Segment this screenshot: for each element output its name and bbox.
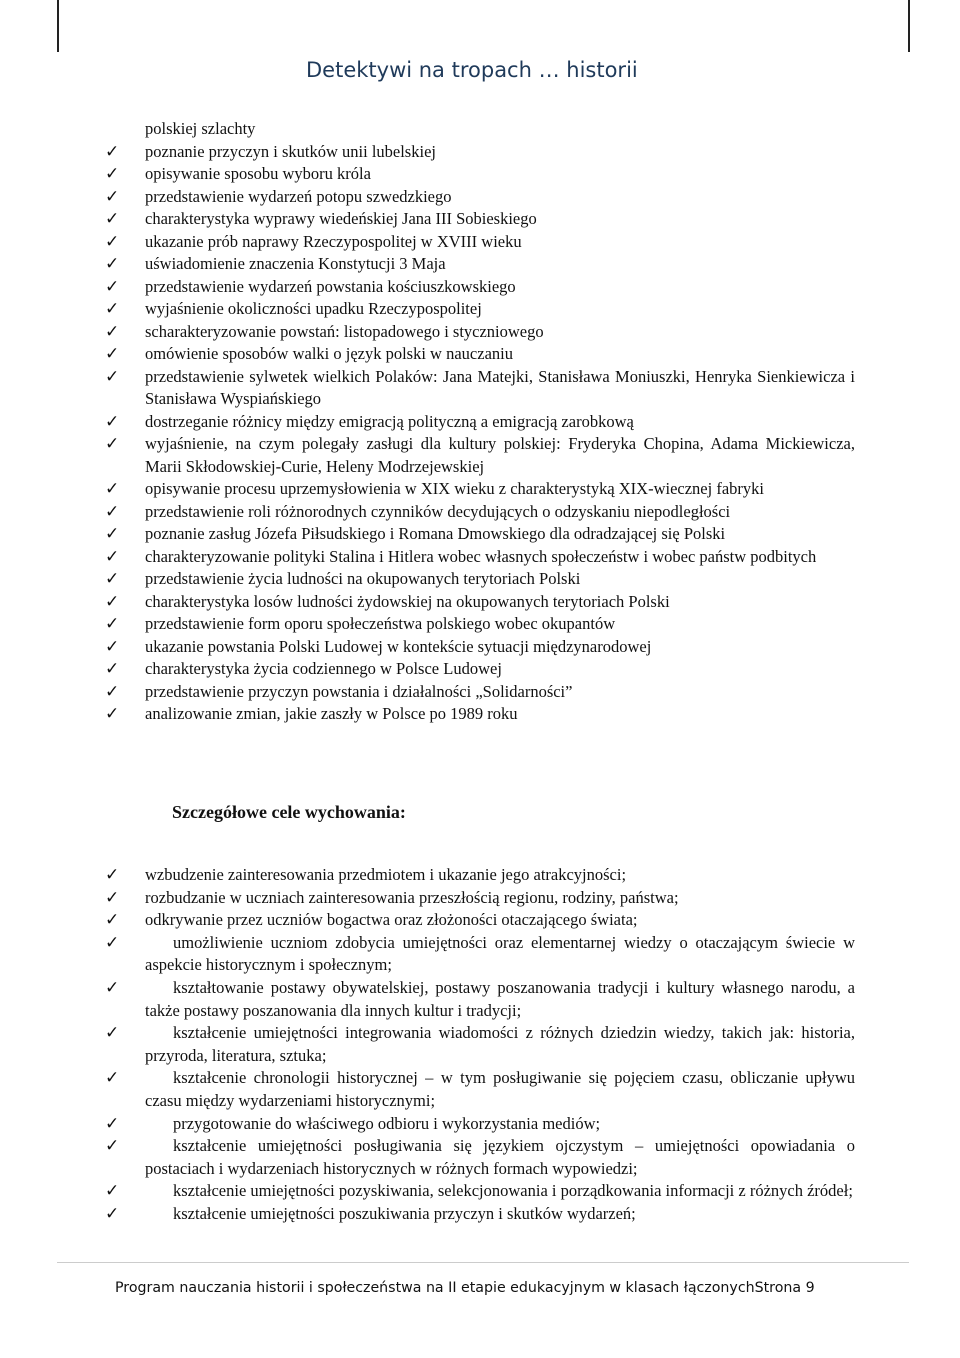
list-item-text: scharakteryzowanie powstań: listopadowego i styczniowego — [145, 321, 544, 341]
checkmark-icon: ✓ — [105, 186, 120, 207]
list-item — [105, 681, 855, 704]
list-item-text: charakterystyka wyprawy wiedeńskiej Jana III Sobieskiego — [145, 209, 537, 228]
list-item-text: kształcenie umiejętności posługiwania się językiem ojczystym – umiejętności opowiadania o postaciach i wydarzeniach historycznych w różnych formach wypowiedzi; — [145, 1136, 855, 1178]
checkmark-icon: ✓ — [105, 1113, 120, 1134]
list-item — [105, 864, 855, 887]
checkmark-icon: ✓ — [105, 887, 120, 908]
list-item-text: opisywanie sposobu wyboru króla — [145, 164, 371, 183]
list-item — [105, 208, 855, 231]
list-item — [105, 1113, 855, 1136]
list-item — [105, 1135, 855, 1180]
list-item-text: ukazanie prób naprawy Rzeczypospolitej w XVIII wieku — [145, 231, 522, 251]
list-item-text: kształtowanie postawy obywatelskiej, postawy poszanowania tradycji i kultury własnego narodu, a także postawy poszanowania dla innych kultur i tradycji; — [145, 977, 855, 1020]
list-item — [105, 977, 855, 1022]
checkmark-icon: ✓ — [105, 1023, 120, 1044]
checkmark-icon: ✓ — [105, 865, 120, 885]
list-item — [105, 887, 855, 910]
page-border-left — [57, 0, 59, 52]
list-item-text: charakterystyka losów ludności żydowskiej na okupowanych terytoriach Polski — [145, 591, 670, 611]
checkmark-icon: ✓ — [105, 321, 120, 342]
list-item — [105, 163, 855, 186]
list-item — [105, 613, 855, 636]
list-item-text: przygotowanie do właściwego odbioru i wykorzystania mediów; — [173, 1113, 601, 1133]
list-item — [105, 186, 855, 209]
checkmark-icon: ✓ — [105, 501, 120, 522]
checkmark-icon: ✓ — [105, 569, 120, 589]
list-item-text: kształcenie umiejętności pozyskiwania, selekcjonowania i porządkowania informacji z różnych źródeł; — [173, 1181, 853, 1201]
list-item — [105, 321, 855, 344]
list-item — [105, 433, 855, 478]
list-item — [105, 478, 855, 501]
checkmark-icon: ✓ — [105, 366, 120, 387]
goals-list — [105, 118, 855, 726]
list-item — [105, 343, 855, 366]
list-item-text: przedstawienie wydarzeń powstania kościuszkowskiego — [145, 276, 516, 296]
list-item — [105, 523, 855, 546]
list-item — [105, 1067, 855, 1112]
education-section — [105, 864, 855, 1226]
list-item-text: umożliwienie uczniom zdobycia umiejętności oraz elementarnej wiedzy o otaczającym świecie w aspekcie historycznym i społecznym; — [145, 932, 855, 975]
list-item-text: kształcenie umiejętności poszukiwania przyczyn i skutków wydarzeń; — [173, 1203, 636, 1223]
checkmark-icon: ✓ — [105, 299, 120, 319]
checkmark-icon: ✓ — [105, 1203, 120, 1224]
list-item — [105, 1180, 855, 1203]
list-item — [105, 658, 855, 681]
list-item-text: przedstawienie sylwetek wielkich Polaków: Jana Matejki, Stanisława Moniuszki, Henryka Sienkiewicza i Stanisława Wyspiańskiego — [145, 366, 855, 408]
header-title: Detektywi na tropach … historii — [306, 58, 638, 82]
checkmark-icon: ✓ — [105, 614, 120, 634]
checkmark-icon: ✓ — [105, 1181, 120, 1202]
education-list — [105, 864, 855, 1226]
checkmark-icon: ✓ — [105, 276, 120, 297]
checkmark-icon: ✓ — [105, 636, 120, 657]
footer-divider — [57, 1262, 909, 1263]
checkmark-icon: ✓ — [105, 209, 120, 229]
list-item-text: wzbudzenie zainteresowania przedmiotem i ukazanie jego atrakcyjności; — [145, 865, 627, 884]
checkmark-icon: ✓ — [105, 681, 120, 702]
list-item-text: przedstawienie form oporu społeczeństwa polskiego wobec okupantów — [145, 614, 616, 633]
list-item-text: rozbudzanie w uczniach zainteresowania przeszłością regionu, rodziny, państwa; — [145, 887, 679, 907]
checkmark-icon: ✓ — [105, 659, 120, 679]
checkmark-icon: ✓ — [105, 344, 120, 364]
list-item — [105, 932, 855, 977]
checkmark-icon: ✓ — [105, 546, 120, 567]
list-item-text: uświadomienie znaczenia Konstytucji 3 Maja — [145, 254, 446, 273]
list-item-text: omówienie sposobów walki o język polski w nauczaniu — [145, 344, 513, 363]
list-item-text: wyjaśnienie okoliczności upadku Rzeczypospolitej — [145, 299, 482, 318]
checkmark-icon: ✓ — [105, 591, 120, 612]
list-item-text: przedstawienie życia ludności na okupowanych terytoriach Polski — [145, 569, 581, 588]
checkmark-icon: ✓ — [105, 141, 120, 162]
list-item — [105, 546, 855, 569]
list-item — [105, 366, 855, 411]
list-item-text: odkrywanie przez uczniów bogactwa oraz złożoności otaczającego świata; — [145, 910, 638, 930]
checkmark-icon: ✓ — [105, 1068, 120, 1089]
list-item-text: analizowanie zmian, jakie zaszły w Polsce po 1989 roku — [145, 704, 518, 723]
list-item — [105, 568, 855, 591]
list-item-text: ukazanie powstania Polski Ludowej w kontekście sytuacji międzynarodowej — [145, 636, 652, 656]
list-item-text: poznanie zasług Józefa Piłsudskiego i Romana Dmowskiego dla odradzającej się Polski — [145, 524, 726, 543]
list-item — [105, 591, 855, 614]
list-item — [105, 1022, 855, 1067]
checkmark-icon: ✓ — [105, 704, 120, 724]
list-item-text: charakterystyka życia codziennego w Polsce Ludowej — [145, 659, 502, 678]
list-item — [105, 636, 855, 659]
list-item — [105, 1203, 855, 1226]
list-item-text: poznanie przyczyn i skutków unii lubelskiej — [145, 141, 436, 161]
goals-section — [105, 118, 855, 726]
checkmark-icon: ✓ — [105, 411, 120, 432]
list-item-text: polskiej szlachty — [145, 119, 256, 138]
list-item-text: charakteryzowanie polityki Stalina i Hitlera wobec własnych społeczeństw i wobec państw podbitych — [145, 546, 817, 566]
list-item-text: dostrzeganie różnicy między emigracją polityczną a emigracją zarobkową — [145, 411, 634, 431]
list-item — [105, 253, 855, 276]
list-item-text: kształcenie umiejętności integrowania wiadomości z różnych dziedzin wiedzy, takich jak: historia, przyroda, literatura, sztuka; — [145, 1023, 855, 1065]
checkmark-icon: ✓ — [105, 479, 120, 499]
list-item-text: wyjaśnienie, na czym polegały zasługi dla kultury polskiej: Fryderyka Chopina, Adama Mickiewicza, Marii Skłodowskiej-Curie, Heleny Modrzejewskiej — [145, 434, 855, 476]
list-item — [105, 298, 855, 321]
checkmark-icon: ✓ — [105, 910, 120, 931]
list-item-text: przedstawienie wydarzeń potopu szwedzkiego — [145, 186, 452, 206]
checkmark-icon: ✓ — [105, 977, 120, 998]
list-item — [105, 501, 855, 524]
page-footer: Program nauczania historii i społeczeństwa na II etapie edukacyjnym w klasach łączonychStrona 9 — [115, 1280, 815, 1296]
list-item — [105, 411, 855, 434]
list-item — [105, 231, 855, 254]
list-item-text: przedstawienie przyczyn powstania i działalności „Solidarności” — [145, 681, 573, 701]
checkmark-icon: ✓ — [105, 164, 120, 184]
list-item — [105, 703, 855, 726]
checkmark-icon: ✓ — [105, 932, 120, 953]
list-item-text: przedstawienie roli różnorodnych czynników decydujących o odzyskaniu niepodległości — [145, 501, 731, 521]
list-item — [105, 141, 855, 164]
checkmark-icon: ✓ — [105, 524, 120, 544]
list-item — [105, 909, 855, 932]
checkmark-icon: ✓ — [105, 254, 120, 274]
section-heading: Szczegółowe cele wychowania: — [172, 802, 406, 822]
checkmark-icon: ✓ — [105, 231, 120, 252]
page-border-right — [908, 0, 910, 52]
list-item-text: opisywanie procesu uprzemysłowienia w XIX wieku z charakterystyką XIX-wiecznej fabryki — [145, 479, 764, 498]
checkmark-icon: ✓ — [105, 1136, 120, 1157]
list-item-text: kształcenie chronologii historycznej – w tym posługiwanie się pojęciem czasu, obliczanie upływu czasu między wydarzeniami historycznymi; — [145, 1068, 855, 1110]
list-item — [105, 118, 855, 141]
checkmark-icon: ✓ — [105, 434, 120, 454]
list-item — [105, 276, 855, 299]
